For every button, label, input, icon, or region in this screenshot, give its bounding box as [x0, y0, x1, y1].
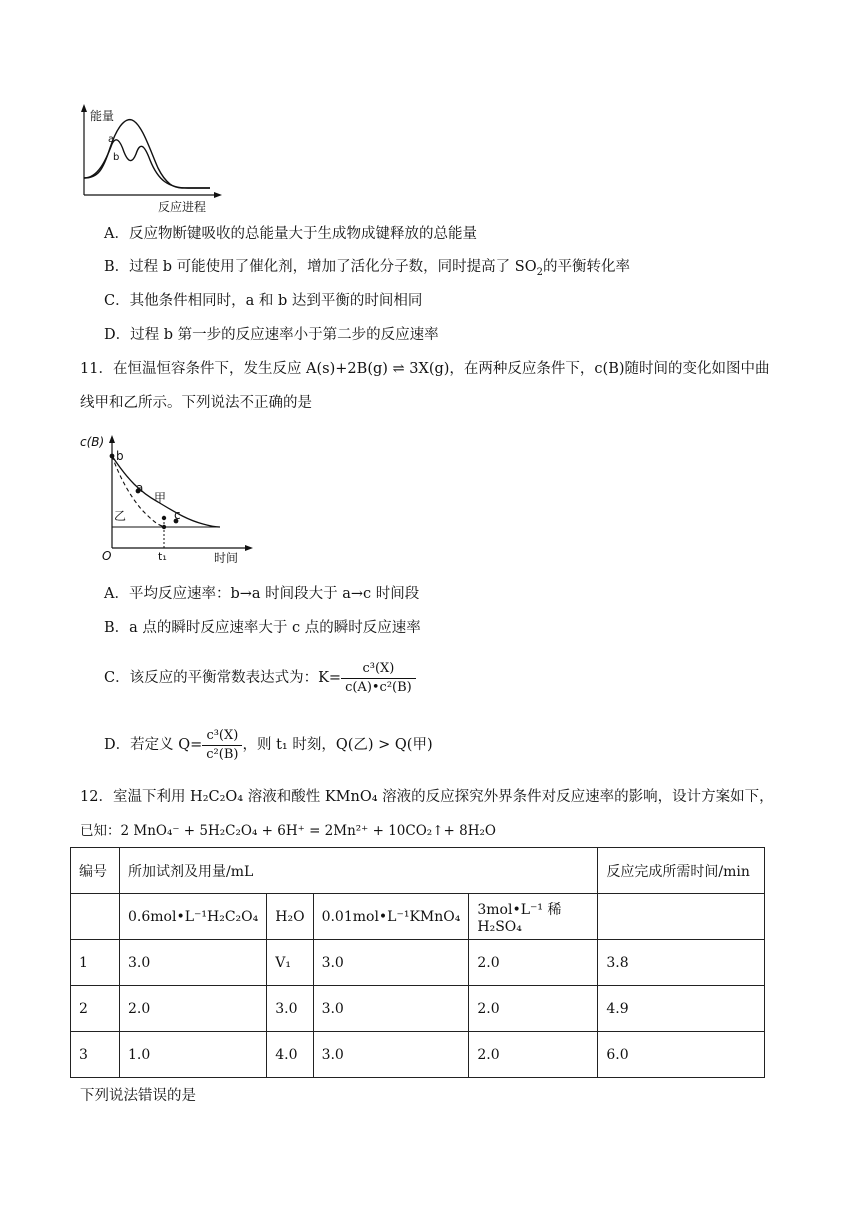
y-axis-label: c(B) — [80, 435, 105, 449]
header-reagents: 所加试剂及用量/mL — [120, 848, 598, 894]
t1-label: t₁ — [158, 550, 167, 563]
x-axis-label: 反应进程 — [158, 200, 207, 214]
point-b — [110, 454, 115, 459]
point-t1-base — [162, 525, 166, 529]
q-expression-fraction: $\frac{\text{c³(X)}}{\text{c²(B)}}$ — [202, 727, 242, 764]
point-a-label: a — [136, 481, 144, 495]
q11-option-b: B．a 点的瞬时反应速率大于 c 点的瞬时反应速率 — [104, 620, 421, 636]
header-number: 编号 — [71, 848, 120, 894]
curve-yi-label: 乙 — [114, 509, 127, 523]
energy-profile-graph — [78, 100, 228, 215]
q11-option-c: C．该反应的平衡常数表达式为：K= $\frac{\text{c³(X)}}{\text{c(A)•c²(B)}}$ — [104, 658, 416, 698]
point-b-label: b — [116, 449, 124, 463]
q10-option-b: B．过程 b 可能使用了催化剂，增加了活化分子数，同时提高了 $SO_2$的平衡转化率 — [104, 259, 630, 278]
k-expression-fraction: $\frac{\text{c³(X)}}{\text{c(A)•c²(B)}}$ — [341, 660, 416, 697]
q11-option-d: D．若定义 Q= $\frac{\text{c³(X)}}{\text{c²(B)}}$ ，则 t₁ 时刻，Q(乙) > Q(甲) — [104, 727, 433, 762]
table-row: 2 2.0 3.0 3.0 2.0 4.9 — [71, 986, 765, 1032]
curve-b — [84, 140, 210, 188]
q10-option-c: C．其他条件相同时，a 和 b 达到平衡的时间相同 — [104, 293, 423, 309]
table-row: 1 3.0 V₁ 3.0 2.0 3.8 — [71, 940, 765, 986]
concentration-time-graph — [78, 430, 258, 570]
q10-option-d: D．过程 b 第一步的反应速率小于第二步的反应速率 — [104, 327, 439, 343]
subheader-h2so4: 3mol•L⁻¹ 稀 H₂SO₄ — [469, 894, 598, 940]
experiment-table — [70, 847, 765, 1078]
point-t1 — [162, 516, 166, 520]
q12-stem-line2: 已知：2 MnO₄⁻ + 5H₂C₂O₄ + 6H⁺ = 2Mn²⁺ + 10CO₂↑+ 8H₂O — [80, 823, 496, 839]
subheader-kmno4: 0.01mol•L⁻¹KMnO₄ — [313, 894, 469, 940]
y-axis-label: 能量 — [90, 109, 115, 123]
x-axis-arrow — [245, 545, 253, 551]
q11-stem-line2: 线甲和乙所示。下列说法不正确的是 — [80, 395, 312, 411]
point-c-label: c — [174, 508, 181, 522]
x-axis-label: 时间 — [214, 551, 239, 565]
curve-b-label: b — [113, 152, 120, 163]
y-axis-arrow — [81, 104, 87, 112]
table-subheader-row — [71, 894, 765, 940]
table-row: 3 1.0 4.0 3.0 2.0 6.0 — [71, 1032, 765, 1078]
y-axis-arrow — [109, 435, 115, 443]
curve-a-label: a — [108, 134, 115, 145]
q10-option-a: A．反应物断键吸收的总能量大于生成物成键释放的总能量 — [104, 226, 477, 242]
q12-stem-line1: 12．室温下利用 H₂C₂O₄ 溶液和酸性 KMnO₄ 溶液的反应探究外界条件对反应速率的影响，设计方案如下， — [80, 789, 774, 805]
q11-option-a: A．平均反应速率：b→a 时间段大于 a→c 时间段 — [104, 586, 420, 602]
q12-footer: 下列说法错误的是 — [80, 1088, 196, 1104]
x-axis-arrow — [214, 192, 222, 198]
subheader-h2o: H₂O — [267, 894, 313, 940]
table-header-row — [71, 848, 765, 894]
subheader-h2c2o4: 0.6mol•L⁻¹H₂C₂O₄ — [120, 894, 267, 940]
origin-label: O — [102, 549, 112, 563]
curve-jia-label: 甲 — [154, 491, 167, 505]
header-time: 反应完成所需时间/min — [598, 848, 765, 894]
q11-stem-line1: 11．在恒温恒容条件下，发生反应 A(s)+2B(g) ⇌ 3X(g)，在两种反应条件下，c(B)随时间的变化如图中曲 — [80, 361, 770, 377]
